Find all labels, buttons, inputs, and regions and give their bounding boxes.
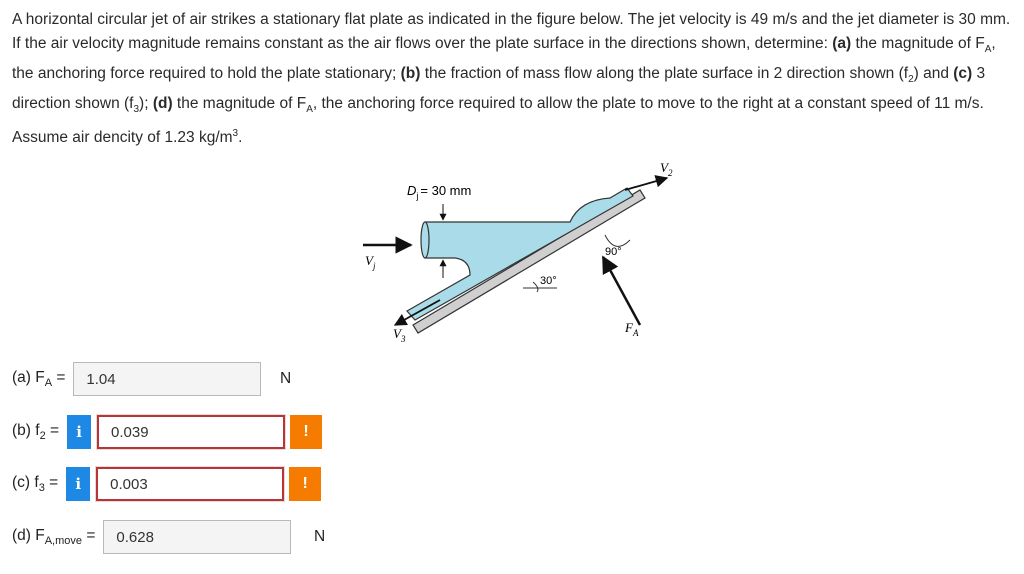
subscript: 2 [908,74,914,86]
problem-text: , the anchoring force required to hold the plate stationary; [12,35,996,83]
answer-row-b [12,414,322,450]
warning-icon[interactable]: ! [289,467,321,501]
answer-row-d [12,519,291,555]
answer-b-input[interactable]: 0.039 [97,415,285,449]
subscript: A [306,104,313,116]
part-c-tag: (c) [953,65,973,83]
problem-text: , the anchoring force required to allow the plate to move to the right at a constant speed of 11 m/s. Assume air dencity of 1.23 kg/m [12,95,984,147]
part-b-tag: (b) [400,65,421,83]
subscript: A [984,44,992,56]
angle-30-arc [533,282,538,292]
problem-text: ) and [913,65,954,83]
problem-text: A horizontal circular jet of air strikes a stationary flat plate as indicated in the figure below. The jet velocity is 49 m/s and the jet diameter is 30 mm. If the air velocity magnitude remains constant as the air flows over the plate surface in the directions shown, determine: [12,11,1011,52]
angle-30-label: 30° [540,275,557,287]
v3-label: $V_3$ [393,326,406,344]
subscript: 3 [133,104,140,116]
problem-text: . [238,129,243,147]
answer-a-input[interactable]: 1.04 [73,362,261,396]
answer-d-input[interactable]: 0.628 [103,520,291,554]
part-d-tag: (d) [152,95,173,113]
air-jet [407,188,633,320]
part-a-tag: (a) [832,35,852,52]
info-icon[interactable]: i [67,415,91,449]
v2-arrow [625,178,667,190]
angle-90-label: 90° [605,246,622,258]
superscript: 3 [232,128,239,140]
answer-c-input[interactable]: 0.003 [96,467,284,501]
answer-a-unit: N [280,370,292,387]
problem-text: the fraction of mass flow along the plate surface in 2 direction shown (f [420,65,909,83]
problem-text: the magnitude of F [851,35,985,52]
info-icon[interactable]: i [66,467,90,501]
vj-label: $V_j$ [365,253,376,271]
answer-row-a [12,361,261,397]
answer-d-unit: N [314,528,326,545]
answer-d-label: (d) $F_{A,move}$ = [12,526,96,548]
jet-plate-figure [355,160,685,345]
problem-text: 3 direction shown (f [12,65,986,113]
answer-b-label: (b) $f_2$ = [12,421,60,443]
dj-label: $D_j = 30$ mm [407,183,472,201]
problem-text: ); [139,95,153,113]
flat-plate [413,190,645,333]
v2-label: $V_2$ [660,160,673,178]
problem-text: the magnitude of F [172,95,307,113]
answer-c-label: (c) $f_3$ = [12,473,59,495]
fa-label: $F_A$ [625,320,639,338]
answer-row-c [12,466,321,502]
answer-a-label: (a) $F_A$ = [12,368,66,390]
fa-arrow [603,257,640,325]
jet-inlet [421,222,429,258]
angle-90-arc [605,235,630,246]
warning-icon[interactable]: ! [290,415,322,449]
problem-statement [12,8,1012,150]
